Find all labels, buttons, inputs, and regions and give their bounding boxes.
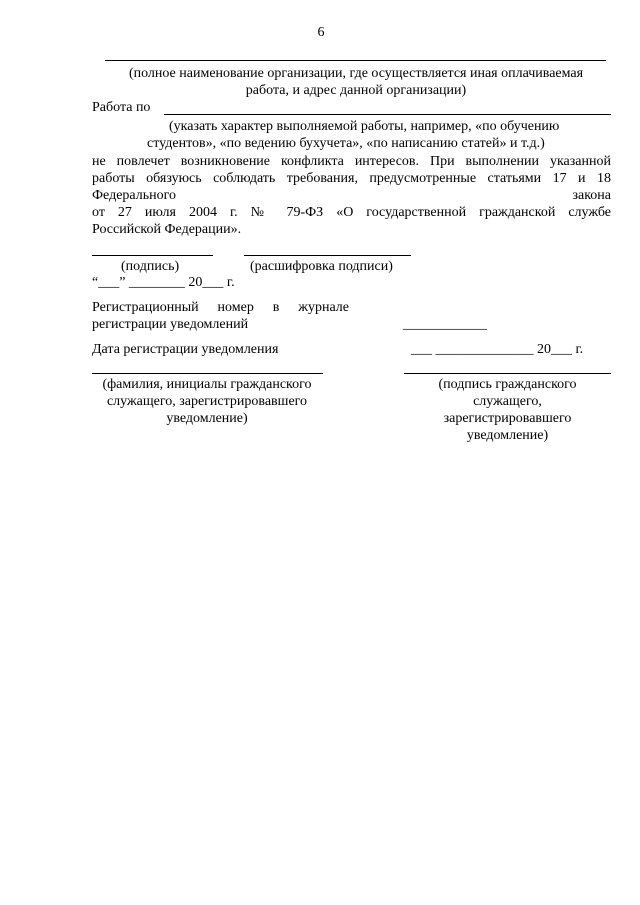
signature-caption: (подпись) [121,259,180,274]
organization-line [105,60,606,61]
registrar-signature-caption-line1: (подпись гражданского [438,377,577,392]
body-line3-right: закона [572,188,611,203]
body-line2: работы обязуюсь соблюдать требования, предусмотренные статьями 17 и 18 [92,171,611,186]
registration-number-label-line1 [92,299,349,316]
registration-number-blank: ____________ [403,317,487,332]
reg-word-4: журнале [298,300,349,315]
registrar-signature-line [404,373,611,374]
registration-date-value: ___ ______________ 20___ г. [411,342,584,357]
work-label: Работа по [92,100,151,115]
signature-decode-caption: (расшифровка подписи) [250,259,393,274]
registration-date-label: Дата регистрации уведомления [92,342,279,357]
work-hint-line2: студентов», «по ведению бухучета», «по написанию статей» и т.д.) [147,136,545,151]
body-line3-left: Федерального [92,188,177,203]
reg-word-3: в [272,300,280,315]
reg-word-2: номер [217,300,254,315]
reg-word-1: Регистрационный [92,300,199,315]
registrar-name-caption-line2: служащего, зарегистрировавшего [106,394,308,409]
signature-date: “___” ________ 20___ г. [92,275,235,290]
body-line4: от 27 июля 2004 г. № 79-ФЗ «О государственной гражданской службе [92,205,611,220]
registrar-signature-caption-line2: служащего, [473,394,542,409]
body-line1: не повлечет возникновение конфликта интересов. При выполнении указанной [92,154,611,169]
work-hint-line1: (указать характер выполняемой работы, например, «по обучению [169,119,560,134]
work-line [164,114,611,115]
registrar-name-caption-line1: (фамилия, инициалы гражданского [102,377,312,392]
registrar-signature-caption-line3: зарегистрировавшего [443,411,572,426]
registrar-signature-caption-line4: уведомление) [466,428,549,443]
body-line5: Российской Федерации». [92,222,242,237]
page-number: 6 [317,25,325,40]
body-line3 [92,187,611,204]
signature-line [92,255,213,256]
organization-caption-line1: (полное наименование организации, где осуществляется иная оплачиваемая [128,66,584,81]
signature-decode-line [244,255,411,256]
registration-number-label-line2: регистрации уведомлений [92,317,249,332]
organization-caption-line2: работа, и адрес данной организации) [245,83,467,98]
registrar-name-line [92,373,323,374]
registrar-name-caption-line3: уведомление) [166,411,248,426]
